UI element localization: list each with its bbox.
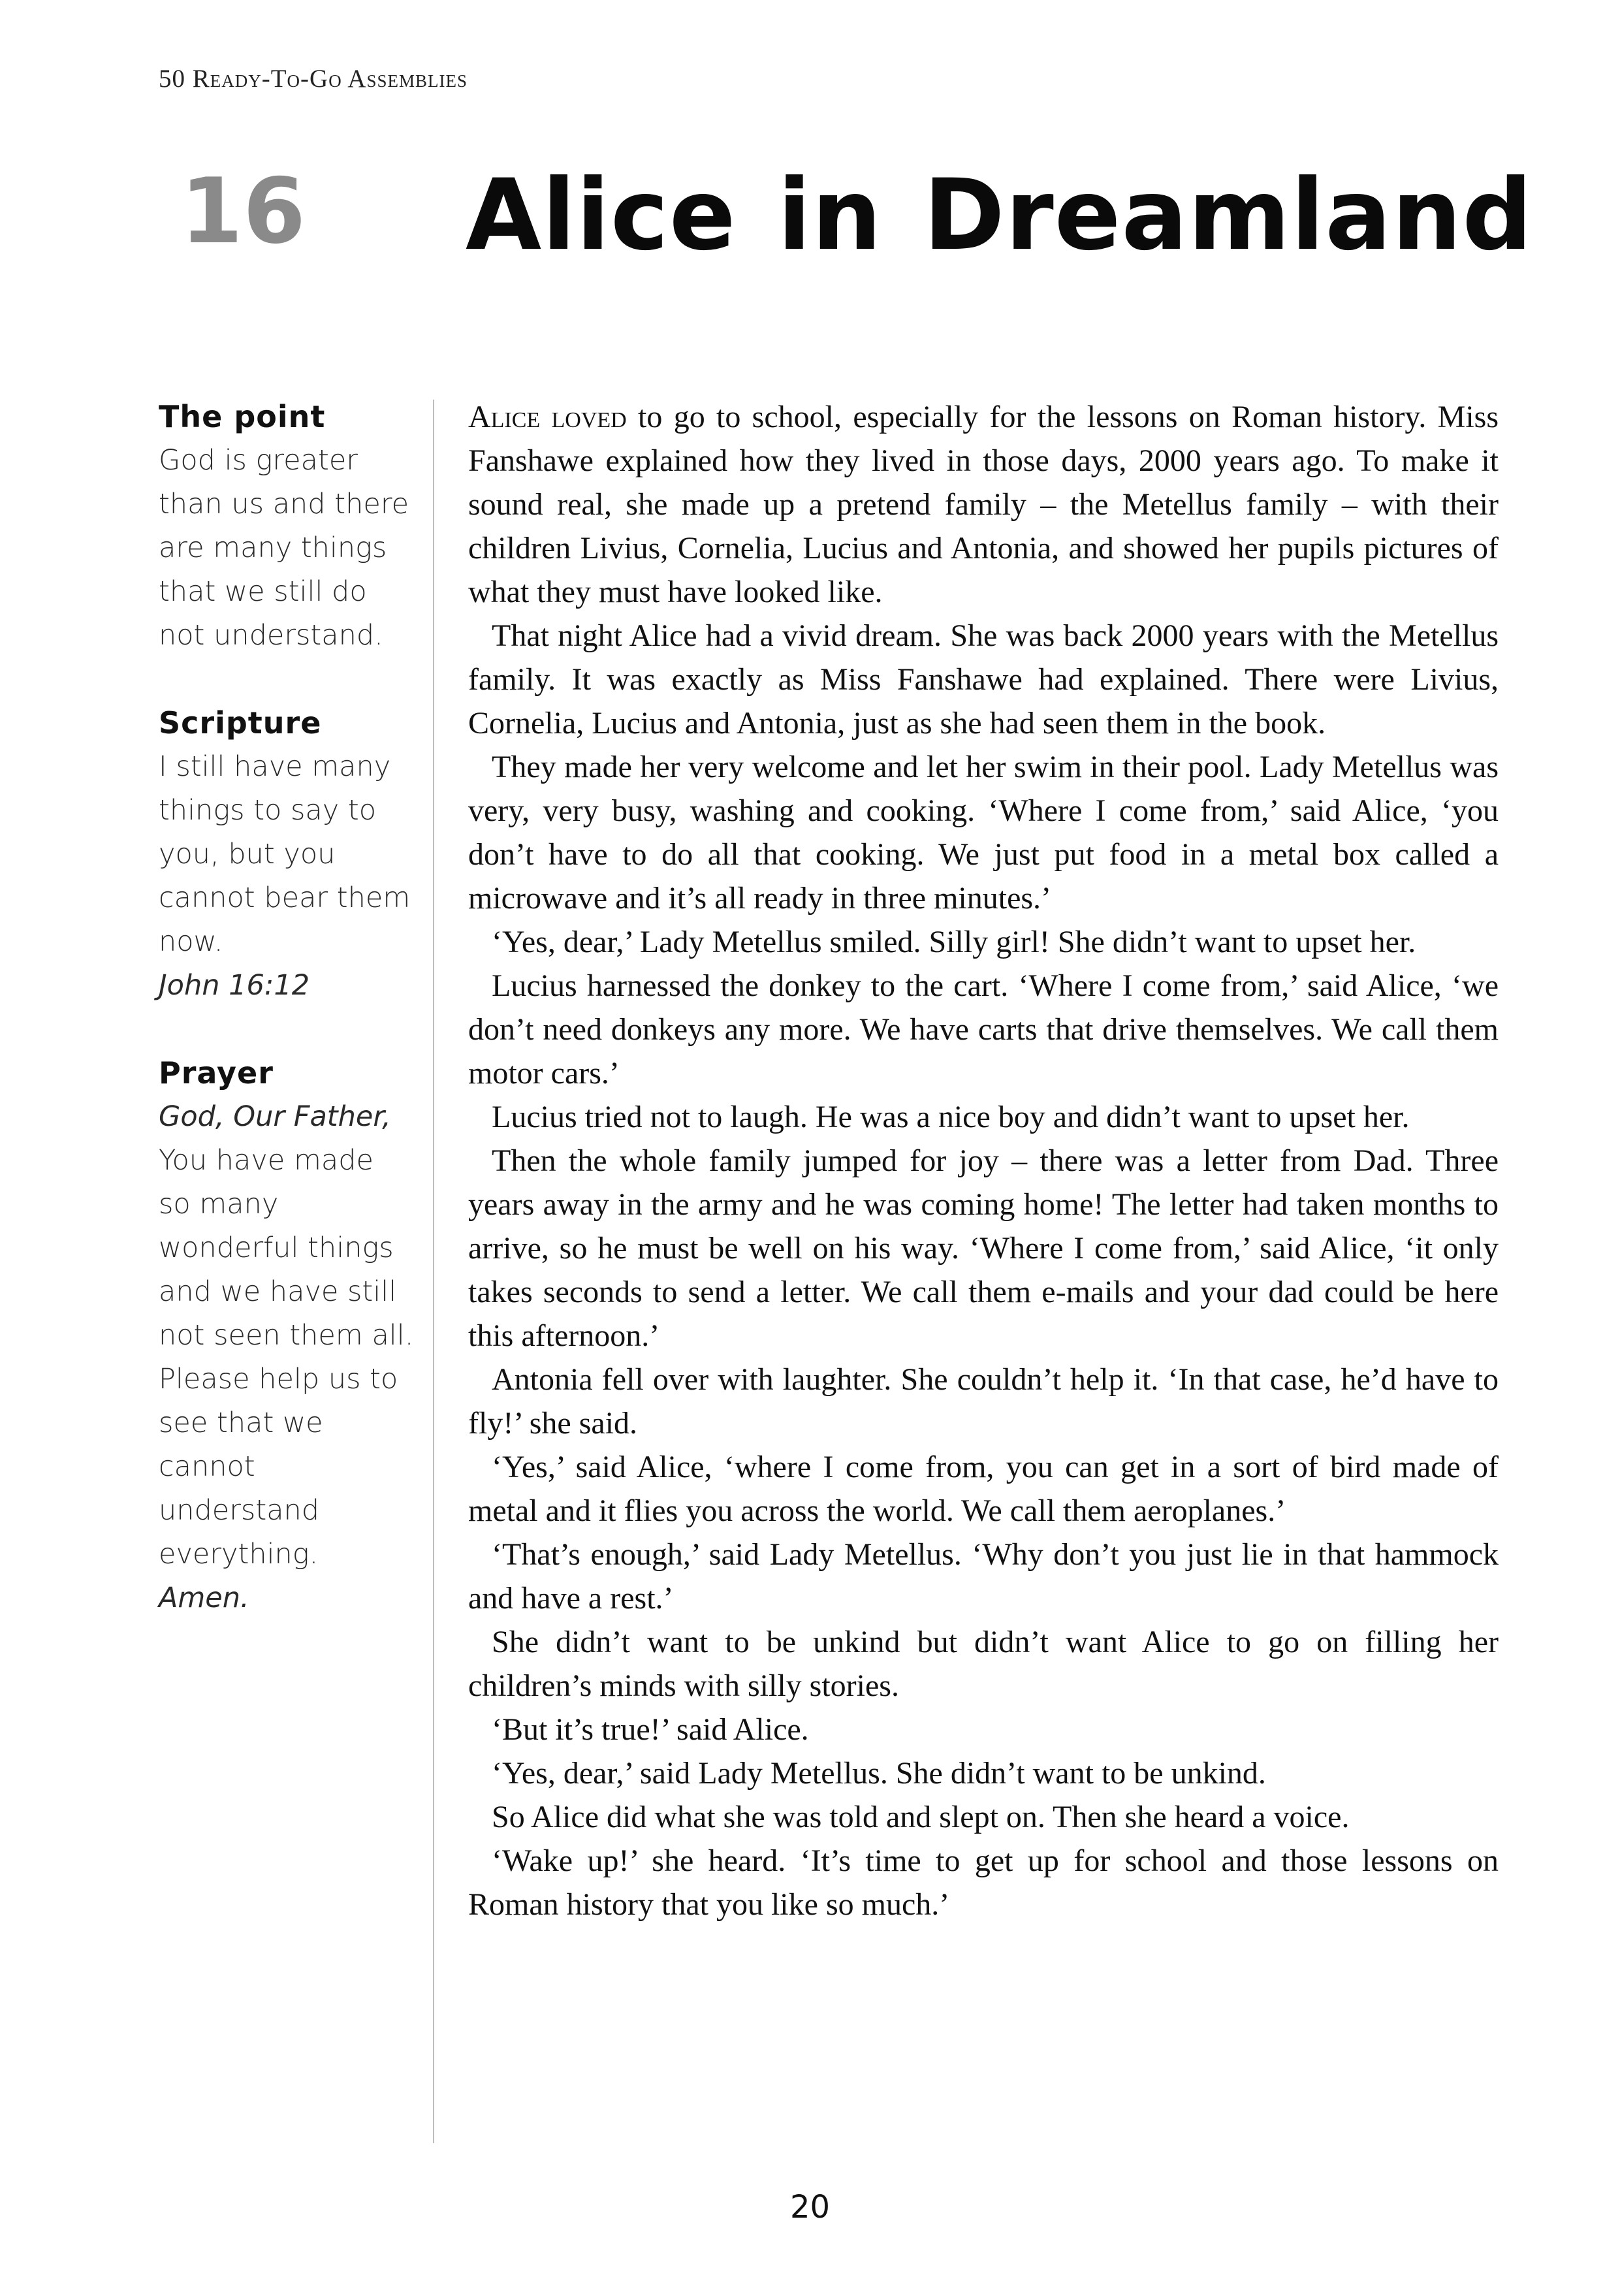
column-divider [433,400,434,2143]
point-line: than us and there [159,488,409,520]
story-paragraph: ‘Wake up!’ she heard. ‘It’s time to get up for school and those lessons on Roman history that you like so much.’ [468,1843,1499,1922]
story-paragraph: She didn’t want to be unkind but didn’t want Alice to go on filling her children’s minds with silly stories. [468,1625,1499,1703]
prayer-closing: Amen. [159,1582,249,1614]
chapter-title: Alice in Dreamland [466,159,1533,272]
story-paragraph: Lucius tried not to laugh. He was a nice boy and didn’t want to upset her. [492,1100,1410,1134]
prayer-heading: Prayer [159,1055,274,1091]
prayer-opening: God, Our Father, [159,1100,391,1133]
prayer-text [159,1095,413,1620]
story-paragraph: ‘Yes, dear,’ Lady Metellus smiled. Silly girl! She didn’t want to upset her. [492,925,1416,959]
point-line: are many things [159,532,387,564]
story-paragraph: So Alice did what she was told and slept on. Then she heard a voice. [492,1800,1350,1834]
scripture-reference: John 16:12 [159,969,310,1002]
prayer-line: so many [159,1188,279,1220]
prayer-line: wonderful things [159,1232,394,1264]
scripture-line: things to say to [159,794,377,827]
point-line: that we still do [159,575,367,608]
story-paragraph: They made her very welcome and let her swim in their pool. Lady Metellus was very, very busy, washing and cooking. ‘Where I come from,’ said Alice, ‘you don’t have to do all that cooking. We just put food in a metal box called a microwave and it’s all ready in three minutes.’ [468,750,1499,916]
story-lead: Alice loved [468,400,627,434]
story-paragraph: ‘But it’s true!’ said Alice. [492,1712,809,1747]
prayer-line: Please help us to [159,1363,398,1395]
scripture-line: I still have many [159,750,391,783]
story-paragraph: Then the whole family jumped for joy – there was a letter from Dad. Three years away in the army and he was coming home! The letter had taken months to arrive, so he must be well on his way. ‘Where I come from,’ said Alice, ‘it only takes seconds to send a letter. We call them e-mails and your dad could be here this afternoon.’ [468,1143,1499,1353]
page-number: 20 [789,2189,831,2225]
story-paragraph: Antonia fell over with laughter. She couldn’t help it. ‘In that case, he’d have to fly!’ she said. [468,1362,1499,1441]
prayer-line: and we have still [159,1275,397,1308]
story-text [468,395,1499,1926]
point-heading: The point [159,399,326,434]
prayer-line: see that we [159,1407,323,1439]
point-line: not understand. [159,619,383,652]
running-head-title: Ready-To-Go Assemblies [192,65,468,93]
story-paragraph: ‘Yes, dear,’ said Lady Metellus. She didn’t want to be unkind. [492,1756,1266,1791]
scripture-line: cannot bear them [159,882,411,914]
prayer-line: everything. [159,1538,319,1571]
story-paragraph: Lucius harnessed the donkey to the cart. ‘Where I come from,’ said Alice, ‘we don’t need donkeys any more. We have carts that drive themselves. We call them motor cars.’ [468,968,1499,1091]
story-paragraph: ‘That’s enough,’ said Lady Metellus. ‘Why don’t you just lie in that hammock and have a rest.’ [468,1537,1499,1616]
prayer-line: not seen them all. [159,1319,414,1352]
prayer-line: understand [159,1494,320,1527]
story-paragraph: ‘Yes,’ said Alice, ‘where I come from, you can get in a sort of bird made of metal and it flies you across the world. We call them aeroplanes.’ [468,1450,1499,1528]
point-text [159,439,413,658]
story-paragraph [468,395,1499,614]
running-head-number: 50 [159,65,185,93]
scripture-line: you, but you [159,838,336,870]
prayer-line: You have made [159,1144,373,1177]
running-head [159,64,468,93]
point-line: God is greater [159,444,358,477]
scripture-line: now. [159,925,223,958]
spacer [159,658,413,701]
sidebar [159,395,413,1620]
story-paragraph-text: to go to school, especially for the lessons on Roman history. Miss Fanshawe explained how they lived in those days, 2000 years ago. To make it sound real, she made up a pretend family – the Metellus family – with their children Livius, Cornelia, Lucius and Antonia, and showed her pupils pictures of what they must have looked like. [468,400,1499,609]
story-paragraph: That night Alice had a vivid dream. She was back 2000 years with the Metellus family. It was exactly as Miss Fanshawe had explained. There were Livius, Cornelia, Lucius and Antonia, just as she had seen them in the book. [468,618,1499,741]
chapter-number: 16 [180,159,306,264]
prayer-line: cannot [159,1450,255,1483]
scripture-text [159,745,413,1008]
spacer [159,1008,413,1051]
scripture-heading: Scripture [159,705,322,741]
